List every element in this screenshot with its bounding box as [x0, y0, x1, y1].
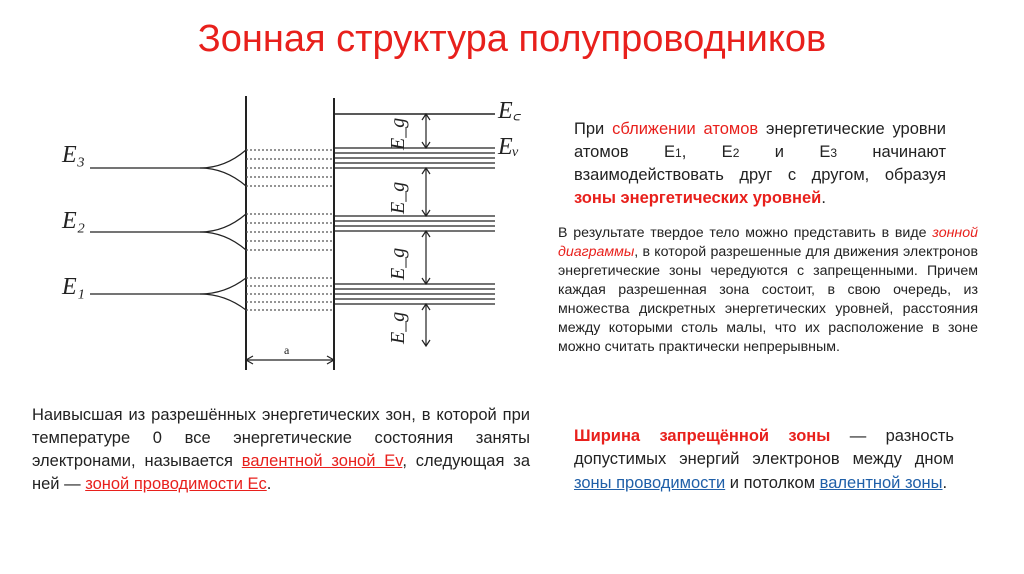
- p1-subscript: 2: [732, 146, 740, 161]
- p3-text: Наивысшая из разрешённых энергетических зон, в которой при температуре 0 все энергетические состояния заняты электронами, называется: [32, 406, 530, 471]
- valence-band-link[interactable]: валентной зоной Ev: [241, 452, 403, 471]
- p1-text: и E: [739, 143, 831, 162]
- e2-split-upper: [90, 214, 246, 232]
- label-e2: E₂: [62, 208, 86, 234]
- p1-text: энергетические уровни атомов E: [574, 120, 947, 162]
- label-eg-3: E_g: [387, 247, 409, 280]
- band-2: [334, 216, 495, 231]
- band-1: [334, 284, 495, 304]
- paragraph-band-diagram: [558, 224, 978, 357]
- p3-text: .: [266, 475, 272, 494]
- p1-text: начинают взаимодействовать друг с другом, образуя: [574, 143, 946, 185]
- label-eg-4: E_g: [387, 311, 409, 344]
- conduction-zone-link[interactable]: зоны проводимости: [574, 473, 726, 492]
- p1-text: .: [821, 189, 826, 208]
- e1-split-lower: [200, 294, 246, 310]
- p1-subscript: 3: [830, 146, 838, 161]
- e2-split-lower: [200, 232, 246, 250]
- p1-highlight-atoms: сближении атомов: [612, 120, 759, 138]
- conduction-band-link[interactable]: зоной проводимости Ec: [85, 475, 267, 494]
- p4-text: — разность допустимых энергий электронов между дном: [574, 427, 954, 469]
- label-a: a: [284, 343, 290, 357]
- p1-subscript: 1: [675, 146, 682, 161]
- label-e3: E₃: [62, 142, 86, 168]
- page-title: Зонная структура полупроводников: [197, 18, 827, 60]
- p3-text: , следующая за ней —: [32, 452, 531, 494]
- band-3: [334, 148, 495, 168]
- p2-text: , в которой разрешенные для движения электронов энергетические зоны чередуются с запрещенными. Причем каждая разрешенная зона состоит, в свою очередь, из множества дискретных энергетических уровней, расстояния между которыми столь малы, что их расположение в зоне можно считать практически непрерывным.: [558, 244, 978, 356]
- p2-highlight: зонной диаграммы: [558, 225, 978, 261]
- e3-split-upper: [90, 150, 246, 168]
- label-ev: Eᵥ: [498, 134, 520, 160]
- p1-text: , E: [681, 143, 733, 162]
- p4-highlight: Ширина запрещённой зоны: [574, 427, 831, 445]
- label-eg-2: E_g: [387, 181, 409, 214]
- valence-zone-link[interactable]: валентной зоны: [819, 473, 943, 492]
- p1-highlight-zones: зоны энергетических уровней: [574, 189, 822, 208]
- p1-text: При: [574, 120, 613, 138]
- eg-arrows: [422, 114, 430, 346]
- e3-split-lower: [200, 168, 246, 186]
- label-ec: E꜀: [498, 98, 521, 124]
- p4-text: .: [942, 473, 948, 492]
- label-eg-1: E_g: [387, 117, 409, 150]
- e1-split-upper: [90, 278, 246, 294]
- dashed-levels: [246, 150, 334, 310]
- paragraph-atom-approach: [574, 118, 946, 210]
- label-e1: E₁: [62, 274, 86, 300]
- paragraph-valence-band: [32, 404, 530, 496]
- paragraph-band-gap: [574, 425, 954, 495]
- p2-text: В результате твердое тело можно представить в виде: [558, 225, 933, 241]
- p4-text: и потолком: [725, 473, 820, 492]
- band-diagram: [40, 88, 530, 378]
